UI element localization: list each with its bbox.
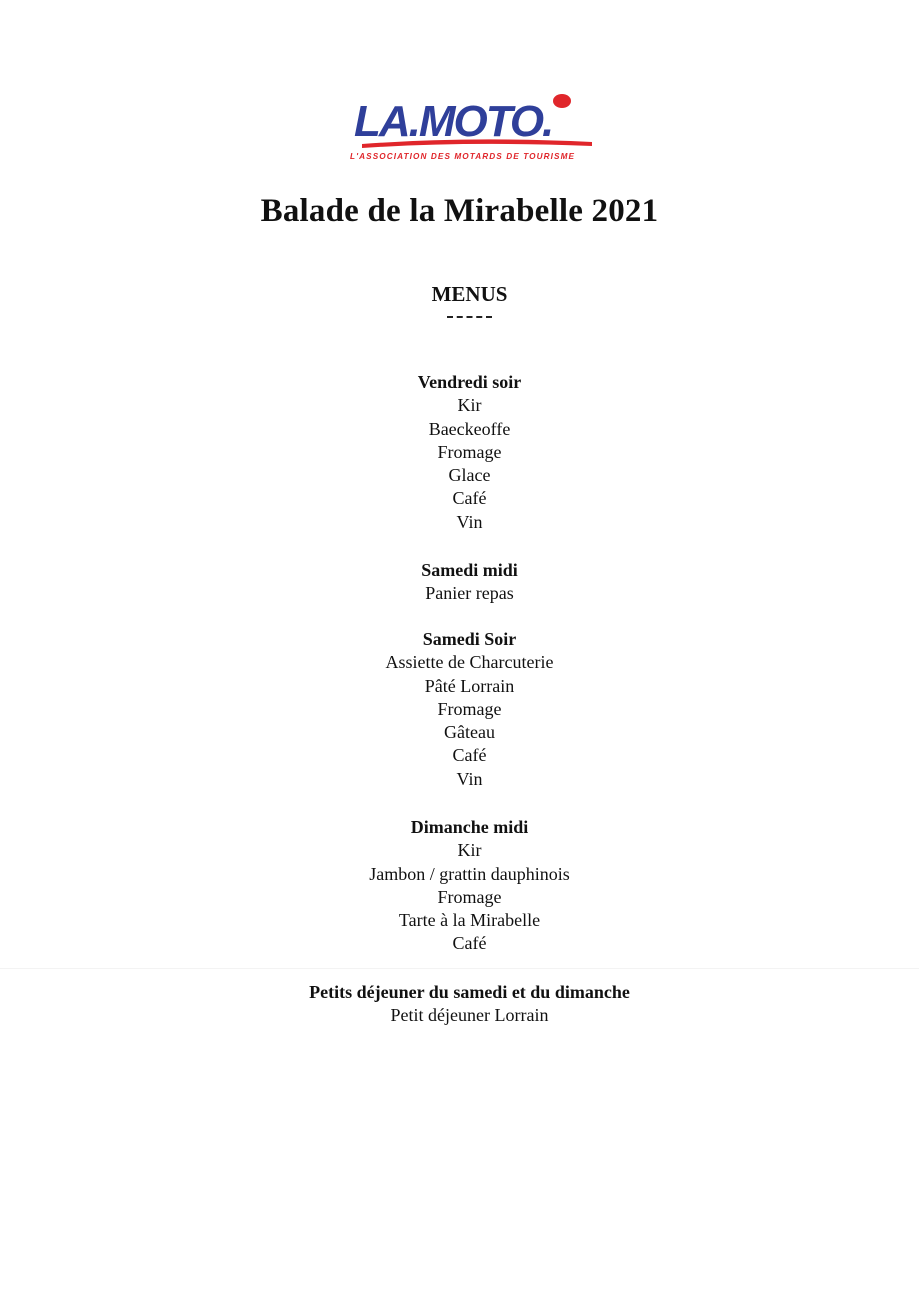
menu-section-dimanche-midi bbox=[0, 816, 919, 956]
menus-divider bbox=[447, 316, 492, 318]
menu-item: Kir bbox=[457, 840, 482, 861]
menu-item: Gâteau bbox=[444, 722, 495, 743]
menu-section-vendredi-soir bbox=[0, 371, 919, 534]
menu-item: Tarte à la Mirabelle bbox=[398, 910, 541, 931]
menu-item: Fromage bbox=[437, 886, 502, 907]
menu-item: Baeckeoffe bbox=[428, 418, 511, 439]
menu-item: Kir bbox=[457, 395, 482, 416]
menu-item: Café bbox=[452, 933, 487, 954]
section-title: Petits déjeuner du samedi et du dimanche bbox=[309, 982, 630, 1002]
logo-wordmark: LA.MOTO. bbox=[354, 97, 553, 146]
menu-item: Petit déjeuner Lorrain bbox=[390, 1005, 549, 1026]
menu-item: Pâté Lorrain bbox=[424, 675, 515, 696]
la-moto-logo bbox=[348, 92, 598, 164]
page-title: Balade de la Mirabelle 2021 bbox=[260, 193, 659, 229]
menu-section-samedi-midi bbox=[0, 559, 919, 606]
menu-item: Café bbox=[452, 488, 487, 509]
section-title: Samedi midi bbox=[421, 560, 518, 580]
scan-artifact-line bbox=[0, 968, 919, 969]
menu-section-petits-dejeuner bbox=[0, 981, 919, 1028]
menu-item: Vin bbox=[456, 511, 483, 532]
menu-item: Jambon / grattin dauphinois bbox=[369, 863, 570, 884]
logo-tagline: L'ASSOCIATION DES MOTARDS DE TOURISME bbox=[350, 152, 576, 161]
section-title: Dimanche midi bbox=[410, 817, 529, 837]
menu-item: Assiette de Charcuterie bbox=[385, 652, 554, 673]
section-title: Samedi Soir bbox=[422, 629, 517, 649]
logo-red-dot bbox=[553, 94, 571, 108]
section-title: Vendredi soir bbox=[417, 372, 522, 392]
logo-graphic bbox=[348, 92, 598, 164]
menu-section-samedi-soir bbox=[0, 628, 919, 791]
menu-item: Glace bbox=[448, 465, 491, 486]
menu-item: Vin bbox=[456, 768, 483, 789]
menu-item: Café bbox=[452, 745, 487, 766]
menu-item: Fromage bbox=[437, 698, 502, 719]
menu-item: Panier repas bbox=[425, 583, 514, 604]
menus-heading: MENUS bbox=[431, 282, 508, 306]
menu-item: Fromage bbox=[437, 441, 502, 462]
